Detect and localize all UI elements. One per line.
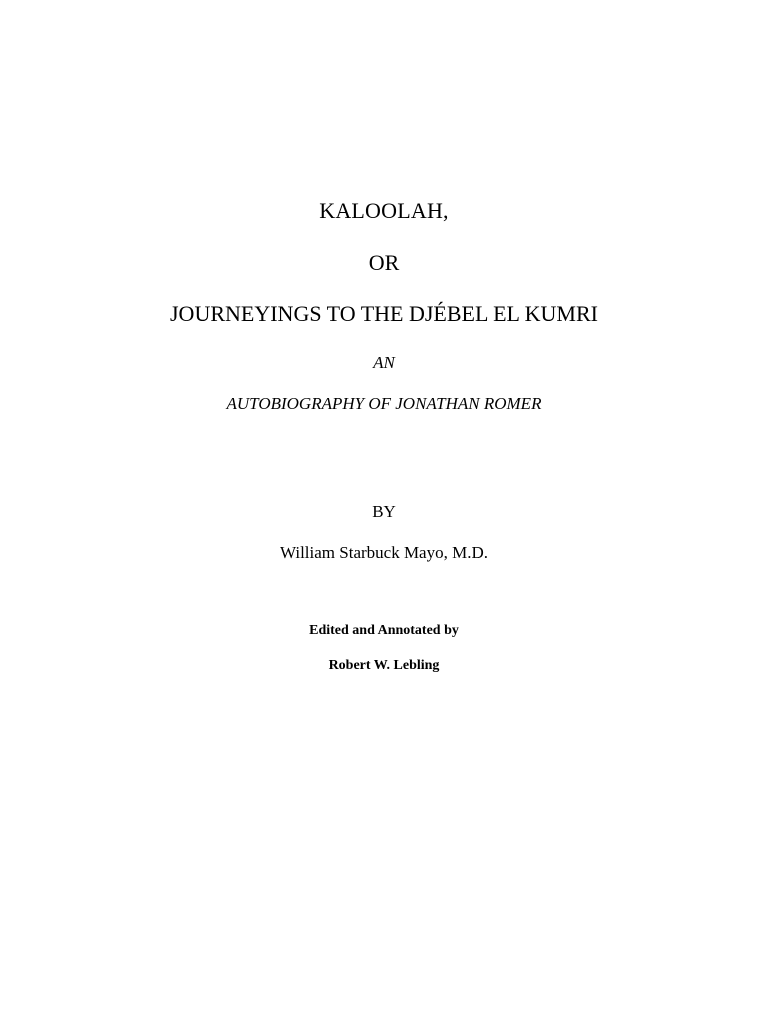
author-name: William Starbuck Mayo, M.D. [279,543,488,562]
subtitle-article: AN [373,353,395,372]
edited-label: Edited and Annotated by [309,623,459,638]
by-label: BY [372,502,396,521]
subtitle-description: AUTOBIOGRAPHY OF JONATHAN ROMER [226,394,542,413]
editor-name: Robert W. Lebling [328,658,440,673]
book-title: KALOOLAH, [319,198,449,223]
title-conjunction: OR [368,250,400,275]
book-subtitle: JOURNEYINGS TO THE DJÉBEL EL KUMRI [170,301,598,326]
